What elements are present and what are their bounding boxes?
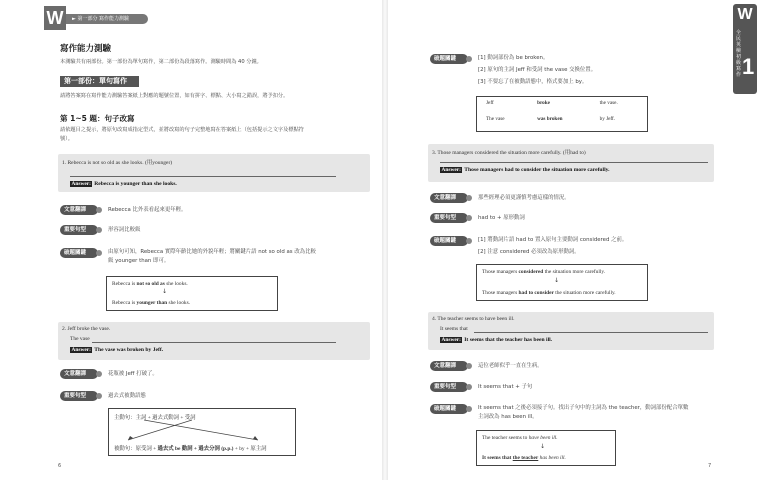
q4-box-l2c: has been ill.: [538, 455, 566, 461]
question-3-answer-row: [440, 167, 610, 173]
q3-box-l2a: Those managers: [482, 290, 519, 296]
answer-line: [92, 342, 336, 343]
table-row: [480, 98, 644, 108]
section-desc-2: 號）。: [60, 136, 73, 142]
question-3-prompt: 3. Those managers considered the situation more carefully. (用had to): [432, 150, 586, 156]
q1-translation: Rebecca 比外表看起來更年輕。: [108, 207, 187, 213]
translation-badge: 文意翻譯: [60, 205, 98, 215]
q2-passive-a: 被動句：原受詞 +: [114, 446, 158, 452]
table-row: [480, 114, 644, 124]
q3-analysis-2: [2] 注意 considered 必須改為原形動詞。: [478, 249, 580, 255]
table-cell: Jeff: [486, 100, 494, 106]
q1-pattern: 形容詞比較級: [108, 227, 141, 233]
q1-analysis-1: 由原句可知，Rebecca 實際年齡比她的外貌年輕；將關鍵片語 not so old as 改為比較: [108, 249, 316, 255]
q3-analysis-1: [1] 將動詞片語 had to 置入原句主要動詞 considered 之前。: [478, 237, 628, 243]
q2-analysis-1: [1] 動詞部份為 be broken。: [478, 55, 549, 61]
q2-active-formula: 主動句：主詞 + 過去式動詞 + 受詞: [114, 415, 196, 421]
answer-tag: Answer:: [441, 167, 461, 173]
q3-diagram-line-1: [482, 269, 605, 275]
down-arrow-icon: ↓: [554, 277, 560, 284]
q1-analysis-2: 級 younger than 即可。: [108, 258, 170, 264]
answer-line: [70, 176, 336, 177]
q2-analysis-3: [3] 不要忘了在被動語態中，格式要加上 by。: [478, 79, 588, 85]
q4-box-l1b: have been ill.: [528, 435, 558, 441]
table-cell: by Jeff.: [599, 116, 616, 122]
q4-diagram-line-2: [482, 455, 566, 461]
pattern-badge: 重要句型: [60, 391, 98, 401]
table-cell: the vase.: [599, 100, 618, 106]
answer-tag: Answer:: [71, 347, 91, 353]
q1-diagram-line-2: [112, 300, 190, 306]
q1-box-l1a: Rebecca is: [112, 281, 137, 287]
header-bar: ► 第一部分 寫作能力測驗: [66, 14, 148, 24]
analysis-badge: 破題關鍵: [430, 54, 468, 64]
down-arrow-icon: ↓: [162, 288, 168, 295]
translation-badge: 文意翻譯: [430, 361, 468, 371]
q2-passive-c: + by + 原主詞: [233, 446, 267, 452]
q4-translation: 這位老師似乎一直在生病。: [478, 363, 543, 369]
part-description: 請將答案寫在寫作能力測驗答案紙上對應的題號位置，如有拼字、標點、大小寫之錯誤，將予扣分。: [60, 93, 289, 99]
q1-box-l2c: she looks.: [167, 300, 191, 306]
q1-box-l2a: Rebecca is: [112, 300, 137, 306]
chapter-tab-number: 1: [742, 54, 755, 79]
table-cell: The vase: [486, 116, 505, 122]
q2-passive-b: 過去式 be 動詞 + 過去分詞 (p.p.): [157, 446, 234, 452]
q3-translation: 那些經理必須更謹慎考慮這樣的情況。: [478, 195, 570, 201]
answer-tag: Answer:: [71, 181, 91, 187]
section-title: 第 1~5 題：句子改寫: [60, 114, 135, 123]
q2-translation: 花瓶被 Jeff 打破了。: [108, 371, 158, 377]
writing-logo: W: [44, 6, 66, 30]
intro-text: 本測驗共有兩部份。第一部份為單句寫作，第二部份為段落寫作。測驗時間為 40 分鐘。: [60, 59, 262, 65]
q3-box-l1a: Those managers: [482, 269, 519, 275]
analysis-badge: 破題關鍵: [60, 248, 98, 258]
q3-diagram-line-2: [482, 290, 616, 296]
question-1-prompt: 1. Rebecca is not so old as she looks. (用younger): [62, 160, 173, 166]
q2-passive-formula: [114, 444, 267, 452]
q4-pattern: It seems that + 子句: [478, 384, 533, 390]
header-bar-text: 第一部分 寫作能力測驗: [77, 16, 130, 22]
q2-compare-table: [480, 98, 644, 124]
page-title: 寫作能力測驗: [60, 44, 112, 54]
q3-pattern: had to + 原形動詞: [478, 215, 525, 221]
question-2-blank-start: The vase: [70, 336, 90, 342]
analysis-badge: 破題關鍵: [430, 236, 468, 246]
analysis-badge: 破題關鍵: [430, 404, 468, 414]
part-label: 第一部份：單句寫作: [60, 76, 139, 87]
q4-diagram-line-1: [482, 435, 558, 441]
q1-box-l1c: she looks.: [164, 281, 188, 287]
section-desc-1: 請依題目之提示，將原句改寫成指定型式，並將改寫的句子完整地寫在答案紙上（包括提示之文字及標點符: [60, 127, 304, 133]
page-number-left: 6: [58, 463, 62, 469]
q4-analysis-2: 主詞改為 has been ill。: [478, 414, 538, 420]
q4-box-l2a: It seems that: [482, 455, 513, 461]
page-number-right: 7: [708, 463, 712, 469]
question-4-blank-start: It seems that: [440, 326, 468, 332]
question-4-answer-row: [440, 337, 552, 343]
answer-text: Those managers had to consider the situation more carefully.: [464, 167, 610, 173]
table-cell: broke: [537, 100, 550, 106]
swap-arrows-diagram: [108, 418, 296, 444]
answer-tag: Answer:: [441, 337, 461, 343]
q2-pattern: 過去式被動語態: [108, 393, 146, 399]
down-arrow-icon: ↓: [540, 443, 546, 450]
q1-box-l2b: younger than: [136, 300, 168, 306]
question-4-prompt: 4. The teacher seems to have been ill.: [432, 316, 515, 322]
q3-box-l1b: considered: [518, 269, 544, 275]
answer-line: [440, 162, 708, 163]
question-2-answer-row: [70, 347, 163, 353]
answer-text: Rebecca is younger than she looks.: [94, 181, 177, 187]
q2-analysis-2: [2] 原句的主詞 Jeff 和受詞 the vase 交換位置。: [478, 67, 597, 73]
pattern-badge: 重要句型: [60, 225, 98, 235]
question-2-prompt: 2. Jeff broke the vase.: [62, 326, 111, 332]
translation-badge: 文意翻譯: [60, 369, 98, 379]
pattern-badge: 重要句型: [430, 382, 468, 392]
q4-analysis-1: It seems that 之後必須接子句。找出子句中的主詞為 the teacher，動詞部份配合單數: [478, 405, 689, 411]
q3-box-l2c: the situation more carefully.: [553, 290, 616, 296]
q4-box-l1a: The teacher seems to: [482, 435, 529, 441]
answer-text: It seems that the teacher has been ill.: [464, 337, 553, 343]
book-gutter: [382, 0, 388, 480]
pattern-badge: 重要句型: [430, 213, 468, 223]
answer-line: [474, 332, 708, 333]
translation-badge: 文意翻譯: [430, 193, 468, 203]
chapter-tab-letter: W: [737, 6, 753, 23]
q1-box-l1b: not so old as: [136, 281, 165, 287]
answer-text: The vase was broken by Jeff.: [94, 347, 164, 353]
q3-box-l2b: had to consider: [518, 290, 554, 296]
q3-box-l1c: the situation more carefully.: [543, 269, 606, 275]
table-cell: was broken: [537, 116, 563, 122]
chapter-tab-text: 全民英檢初級寫作: [736, 30, 742, 78]
q4-box-l2b: the teacher: [512, 455, 539, 461]
q1-diagram-line-1: [112, 281, 188, 287]
question-1-answer-row: [70, 181, 177, 187]
